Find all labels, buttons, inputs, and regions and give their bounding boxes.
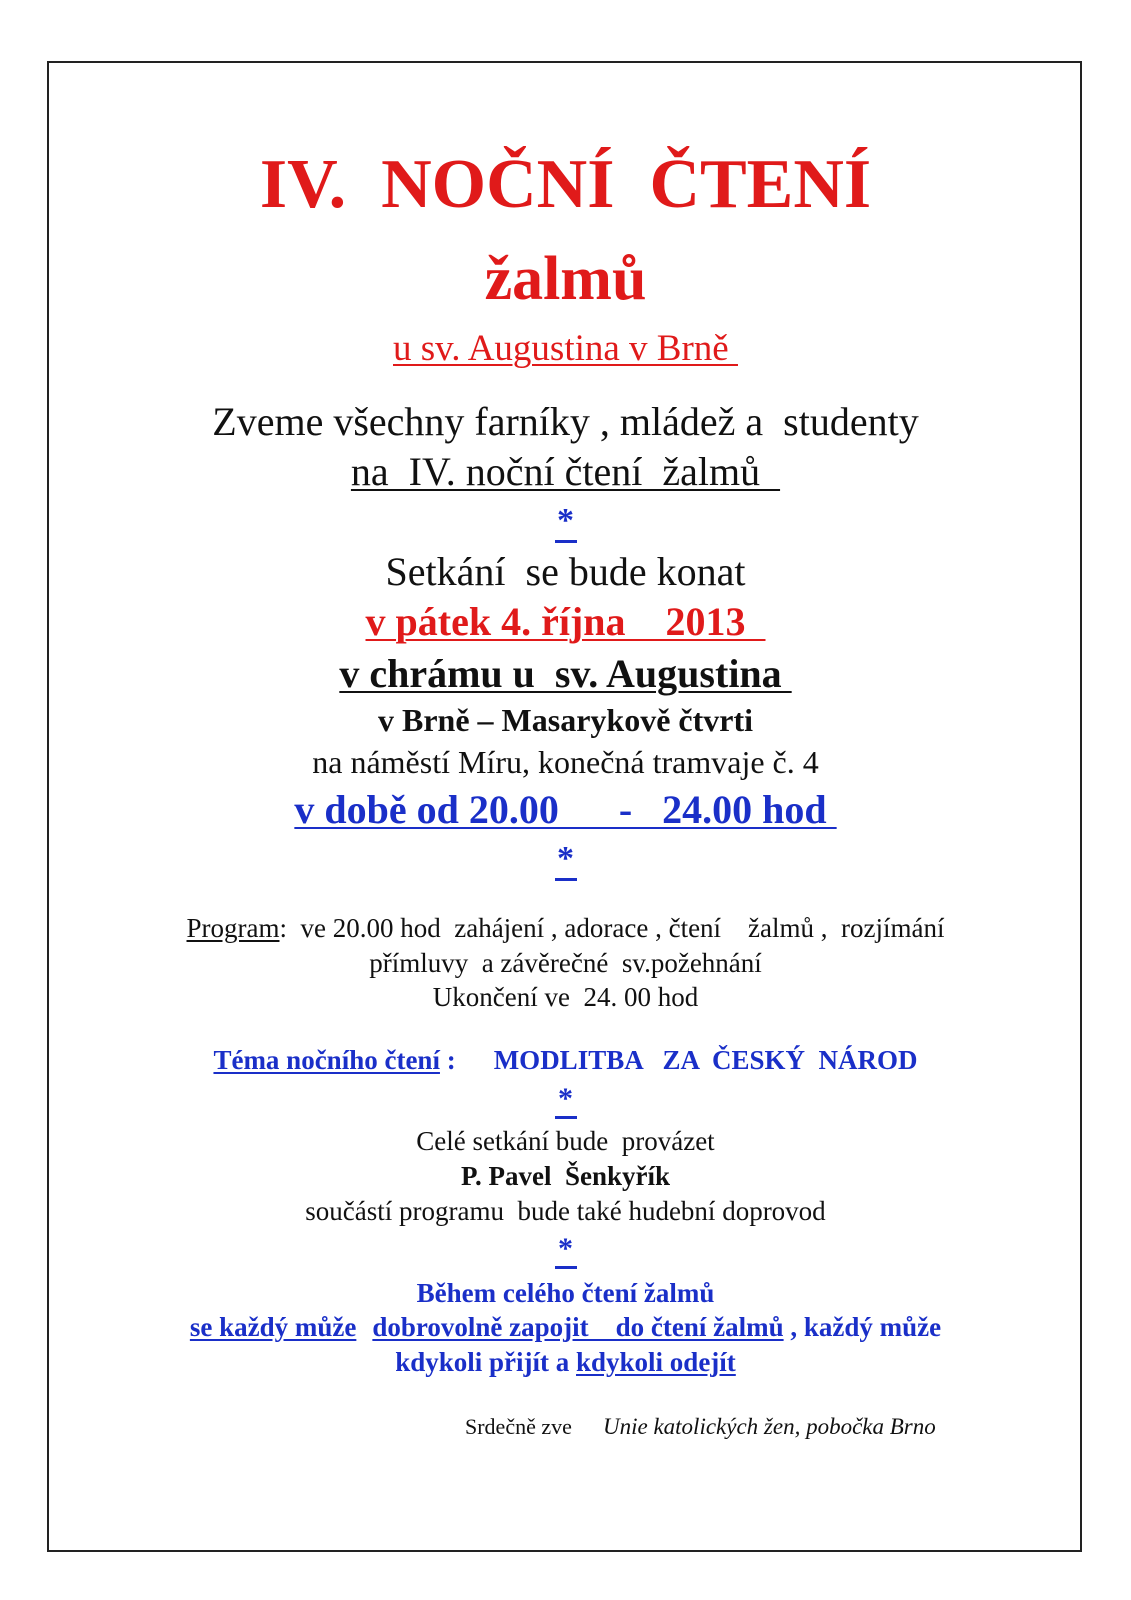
theme-line [0, 1047, 1131, 1074]
footer-invite: Srdečně zve [465, 1414, 572, 1439]
theme-label: Téma nočního čtení [213, 1045, 440, 1075]
separator-star-2: * [0, 842, 1131, 881]
meeting-place: v chrámu u sv. Augustina [339, 651, 792, 696]
footer-organizer: Unie katolických žen, pobočka Brno [603, 1414, 936, 1439]
program-label: Program [186, 913, 280, 943]
participation-line-1: Během celého čtení žalmů [416, 1278, 715, 1308]
participation-line-2 [0, 1314, 1131, 1341]
meeting-time: v době od 20.00 - 24.00 hod [294, 787, 837, 832]
theme-colon: : [439, 1045, 456, 1075]
title-line-2: žalmů [484, 245, 647, 313]
leader-name: P. Pavel Šenkyřík [460, 1161, 671, 1191]
program-line-2: přímluvy a závěrečné sv.požehnání [369, 948, 762, 978]
title-line-1: IV. NOČNÍ ČTENÍ [259, 146, 872, 223]
meeting-date: v pátek 4. října 2013 [365, 599, 766, 644]
separator-star-3: * [0, 1084, 1131, 1119]
theme-value: MODLITBA ZA ČESKÝ NÁROD [493, 1045, 918, 1075]
participation-line-3-start: kdykoli přijít a [395, 1347, 576, 1377]
invite-line-2: na IV. noční čtení žalmů [350, 449, 781, 494]
program-line-3: Ukončení ve 24. 00 hod [432, 982, 699, 1012]
meeting-district: v Brně – Masarykově čtvrti [377, 702, 753, 738]
participation-link-2: dobrovolně zapojit do čtení žalmů [372, 1312, 784, 1342]
leader-intro: Celé setkání bude provázet [416, 1126, 715, 1156]
subtitle: u sv. Augustina v Brně [393, 328, 738, 369]
separator-star-1: * [0, 504, 1131, 543]
participation-link-1: se každý může [189, 1312, 357, 1342]
meeting-address: na náměstí Míru, konečná tramvaje č. 4 [312, 744, 819, 780]
separator-star-4: * [0, 1234, 1131, 1269]
leader-music: součástí programu bude také hudební doprovod [305, 1196, 826, 1226]
participation-line-3 [0, 1349, 1131, 1376]
meeting-intro: Setkání se bude konat [385, 549, 746, 594]
participation-link-3: kdykoli odejít [576, 1347, 736, 1377]
program-line-1 [0, 915, 1131, 942]
invite-line-1: Zveme všechny farníky , mládež a studenty [212, 399, 919, 444]
participation-line-2-rest: , každý může [783, 1312, 942, 1342]
program-line-1-text: : ve 20.00 hod zahájení , adorace , čtení žalmů , rozjímání [279, 913, 945, 943]
